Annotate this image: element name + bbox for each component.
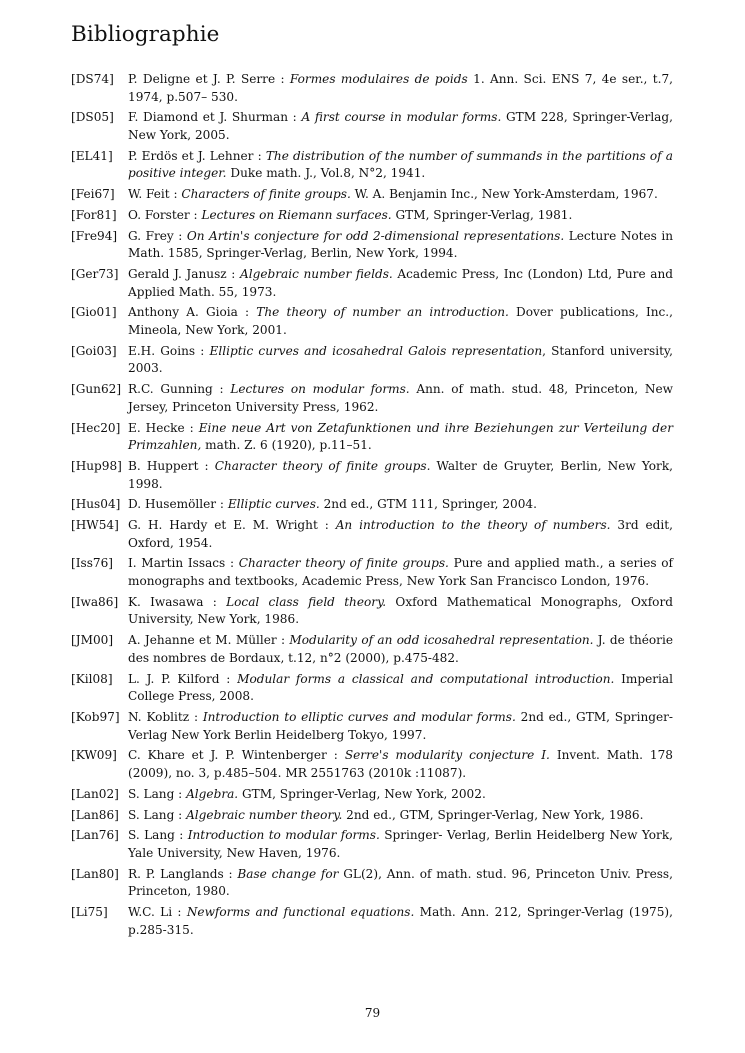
- bib-details: Duke math. J., Vol.8, N°2, 1941.: [226, 166, 426, 181]
- bib-key: [JM00]: [71, 633, 114, 648]
- bib-authors: W.C. Li :: [128, 905, 187, 920]
- bib-authors: S. Lang :: [128, 786, 187, 801]
- bib-key: [Kil08]: [71, 671, 113, 686]
- bib-entry: [71, 747, 673, 782]
- bib-details: Imperial College Press, 2008.: [128, 671, 673, 704]
- bib-key: [Iss76]: [71, 556, 114, 571]
- bib-details: GTM 228, Springer-Verlag, New York, 2005.: [128, 110, 673, 142]
- bib-details: Dover publications, Inc., Mineola, New York, 2001.: [128, 305, 673, 338]
- bib-details: 2nd ed., GTM, Springer-Verlag New York Berlin Heidelberg Tokyo, 1997.: [128, 709, 674, 742]
- bib-title: An introduction to the theory of numbers.: [335, 518, 611, 533]
- bib-key: [Hec20]: [71, 420, 121, 435]
- bib-title: Elliptic curves and icosahedral Galois representation: [209, 343, 543, 358]
- bib-reference: [128, 594, 673, 629]
- bib-key: [Lan80]: [71, 866, 119, 881]
- bib-key: [Gun62]: [71, 382, 122, 397]
- bib-authors: K. Iwasawa :: [128, 594, 227, 609]
- bib-entry: [71, 343, 673, 378]
- bib-authors: C. Khare et J. P. Wintenberger :: [128, 748, 345, 763]
- bib-key: [Lan02]: [71, 786, 119, 801]
- bib-reference: [128, 827, 673, 862]
- bib-entry: [71, 207, 673, 225]
- bib-key: [Kob97]: [71, 709, 120, 724]
- bib-entry: [71, 420, 673, 455]
- bib-details: Math. Ann. 212, Springer-Verlag (1975), p.285-315.: [128, 905, 673, 937]
- bib-title: Eine neue Art von Zetafunktionen und ihre Beziehungen zur Verteilung der Primzahlen,: [128, 420, 673, 453]
- bib-title: Algebraic number theory.: [186, 807, 343, 822]
- bib-title: Introduction to modular forms.: [187, 828, 380, 843]
- bib-title: The theory of number an introduction.: [256, 305, 509, 320]
- bib-title: On Artin's conjecture for odd 2-dimensional representations.: [186, 228, 565, 243]
- bib-details: math. Z. 6 (1920), p.11–51.: [201, 438, 372, 453]
- bib-key: [Goi03]: [71, 343, 117, 358]
- bib-key: [Hus04]: [71, 497, 121, 512]
- bib-reference: [128, 807, 673, 825]
- page-number: 79: [364, 1006, 381, 1020]
- bib-entry: [71, 632, 673, 667]
- bib-details: Academic Press, Inc (London) Ltd, Pure and Applied Math. 55, 1973.: [128, 267, 673, 299]
- bib-entry: [71, 186, 673, 204]
- bib-key: [Lan86]: [71, 807, 119, 822]
- bib-title: Elliptic curves.: [227, 497, 320, 512]
- bib-title: Newforms and functional equations.: [186, 905, 415, 920]
- bib-entry: [71, 827, 673, 862]
- bib-entry: [71, 109, 673, 144]
- bib-details: Lecture Notes in Math. 1585, Springer-Verlag, Berlin, New York, 1994.: [128, 228, 673, 261]
- bib-key: [KW09]: [71, 748, 117, 763]
- bib-authors: R. P. Langlands :: [128, 866, 238, 881]
- bib-authors: R.C. Gunning :: [128, 382, 231, 397]
- bib-reference: [128, 381, 673, 416]
- bib-key: [DS74]: [71, 72, 114, 86]
- bib-details: Oxford Mathematical Monographs, Oxford University, New York, 1986.: [128, 594, 673, 627]
- bib-entry: [71, 71, 673, 106]
- bib-title: Modularity of an odd icosahedral representation.: [289, 633, 594, 648]
- bib-entry: [71, 458, 673, 493]
- bib-title: Character theory of finite groups.: [214, 458, 431, 473]
- page-title: Bibliographie: [71, 22, 220, 47]
- bib-entry: [71, 304, 673, 339]
- bib-reference: [128, 266, 673, 301]
- bib-title: Formes modulaires de poids: [289, 72, 468, 86]
- bib-entry: [71, 807, 673, 825]
- bib-title: Modular forms a classical and computational introduction.: [237, 671, 615, 686]
- bib-key: [HW54]: [71, 518, 119, 533]
- bibliography-list: [71, 71, 673, 942]
- bib-authors: N. Koblitz :: [128, 709, 203, 724]
- bib-title: A first course in modular forms.: [301, 110, 502, 125]
- bib-details: GTM, Springer-Verlag, 1981.: [391, 207, 573, 222]
- bib-title: Lectures on modular forms.: [230, 382, 410, 397]
- bib-key: [Lan76]: [71, 828, 119, 843]
- bib-details: J. de théorie des nombres de Bordaux, t.12, n°2 (2000), p.475-482.: [128, 633, 673, 665]
- bib-entry: [71, 496, 673, 514]
- bib-key: [Iwa86]: [71, 594, 119, 609]
- bib-reference: [128, 904, 673, 939]
- bib-details: , Stanford university, 2003.: [128, 343, 673, 376]
- bib-authors: B. Huppert :: [128, 458, 215, 473]
- bib-reference: [128, 343, 673, 378]
- bib-entry: [71, 517, 673, 552]
- bib-entry: [71, 228, 673, 263]
- bib-title: Algebra.: [186, 786, 239, 801]
- bib-authors: Gerald J. Janusz :: [128, 267, 240, 282]
- bib-entry: [71, 148, 673, 183]
- bib-authors: D. Husemöller :: [128, 497, 228, 512]
- bib-reference: [128, 186, 673, 204]
- bib-reference: [128, 228, 673, 263]
- bib-title: Characters of finite groups.: [181, 187, 351, 202]
- bib-reference: [128, 671, 673, 706]
- bib-details: 3rd edit, Oxford, 1954.: [128, 518, 673, 550]
- bib-details: Invent. Math. 178 (2009), no. 3, p.485–504. MR 2551763 (2010k :11087).: [128, 748, 673, 780]
- bib-authors: E.H. Goins :: [128, 343, 210, 358]
- bib-entry: [71, 555, 673, 590]
- bib-details: 1. Ann. Sci. ENS 7, 4e ser., t.7, 1974, p.507– 530.: [128, 72, 673, 104]
- bib-entry: [71, 786, 673, 804]
- bib-details: 2nd ed., GTM, Springer-Verlag, New York, 1986.: [342, 807, 644, 822]
- bib-authors: G. Frey :: [128, 228, 187, 243]
- bib-authors: O. Forster :: [128, 207, 202, 222]
- bib-reference: [128, 207, 673, 225]
- bib-details: Ann. of math. stud. 48, Princeton, New Jersey, Princeton University Press, 1962.: [128, 382, 673, 414]
- bib-authors: Anthony A. Gioia :: [128, 305, 257, 320]
- bib-authors: W. Feit :: [128, 187, 182, 202]
- bib-title: Serre's modularity conjecture I.: [344, 748, 550, 763]
- bib-key: [For81]: [71, 207, 117, 222]
- bib-title: Algebraic number fields.: [240, 267, 393, 282]
- bib-authors: E. Hecke :: [128, 420, 199, 435]
- bib-entry: [71, 266, 673, 301]
- bib-reference: [128, 458, 673, 493]
- bib-entry: [71, 594, 673, 629]
- bib-key: [Fre94]: [71, 228, 118, 243]
- bib-details: GTM, Springer-Verlag, New York, 2002.: [238, 786, 486, 801]
- bib-title: Local class field theory.: [226, 594, 387, 609]
- bib-reference: [128, 420, 673, 455]
- bib-title: The distribution of the number of summands in the partitions of a positive integer.: [128, 148, 674, 181]
- bib-reference: [128, 786, 673, 804]
- bib-reference: [128, 632, 673, 667]
- bib-details: Walter de Gruyter, Berlin, New York, 1998.: [128, 458, 673, 491]
- bib-entry: [71, 671, 673, 706]
- bib-details: 2nd ed., GTM 111, Springer, 2004.: [319, 497, 537, 512]
- bib-authors: I. Martin Issacs :: [128, 556, 239, 571]
- bib-reference: [128, 496, 673, 514]
- bib-details: Pure and applied math., a series of monographs and textbooks, Academic Press, New York San Francisco London, 1976.: [128, 556, 673, 589]
- bib-reference: [128, 747, 673, 782]
- bib-details: GL(2), Ann. of math. stud. 96, Princeton Univ. Press, Princeton, 1980.: [128, 866, 673, 899]
- bib-entry: [71, 709, 673, 744]
- bib-reference: [128, 709, 673, 744]
- bib-reference: [128, 866, 673, 901]
- bib-authors: S. Lang :: [128, 828, 188, 843]
- bib-reference: [128, 71, 673, 106]
- bib-title: Lectures on Riemann surfaces.: [201, 207, 392, 222]
- bib-reference: [128, 109, 673, 144]
- bib-entry: [71, 381, 673, 416]
- bib-authors: G. H. Hardy et E. M. Wright :: [128, 518, 336, 533]
- bib-entry: [71, 866, 673, 901]
- bib-reference: [128, 517, 673, 552]
- bib-reference: [128, 148, 673, 183]
- bib-key: [Gio01]: [71, 305, 117, 320]
- bib-key: [EL41]: [71, 148, 113, 163]
- bib-key: [Fei67]: [71, 187, 115, 202]
- bib-entry: [71, 904, 673, 939]
- bib-key: [DS05]: [71, 110, 114, 125]
- bib-key: [Li75]: [71, 905, 108, 920]
- bib-details: W. A. Benjamin Inc., New York-Amsterdam, 1967.: [350, 187, 658, 202]
- bib-details: Springer- Verlag, Berlin Heidelberg New York, Yale University, New Haven, 1976.: [128, 828, 673, 860]
- bib-title: Introduction to elliptic curves and modular forms.: [202, 709, 516, 724]
- bib-title: Character theory of finite groups.: [238, 556, 449, 571]
- bib-authors: L. J. P. Kilford :: [128, 671, 238, 686]
- bib-reference: [128, 555, 673, 590]
- bib-key: [Hup98]: [71, 458, 122, 473]
- bib-key: [Ger73]: [71, 267, 119, 282]
- bib-reference: [128, 304, 673, 339]
- bib-authors: P. Deligne et J. P. Serre :: [128, 72, 290, 86]
- bib-authors: S. Lang :: [128, 807, 187, 822]
- bib-authors: P. Erdös et J. Lehner :: [128, 148, 266, 163]
- bib-title: Base change for: [237, 866, 339, 881]
- bib-authors: F. Diamond et J. Shurman :: [128, 110, 302, 125]
- bib-authors: A. Jehanne et M. Müller :: [128, 633, 290, 648]
